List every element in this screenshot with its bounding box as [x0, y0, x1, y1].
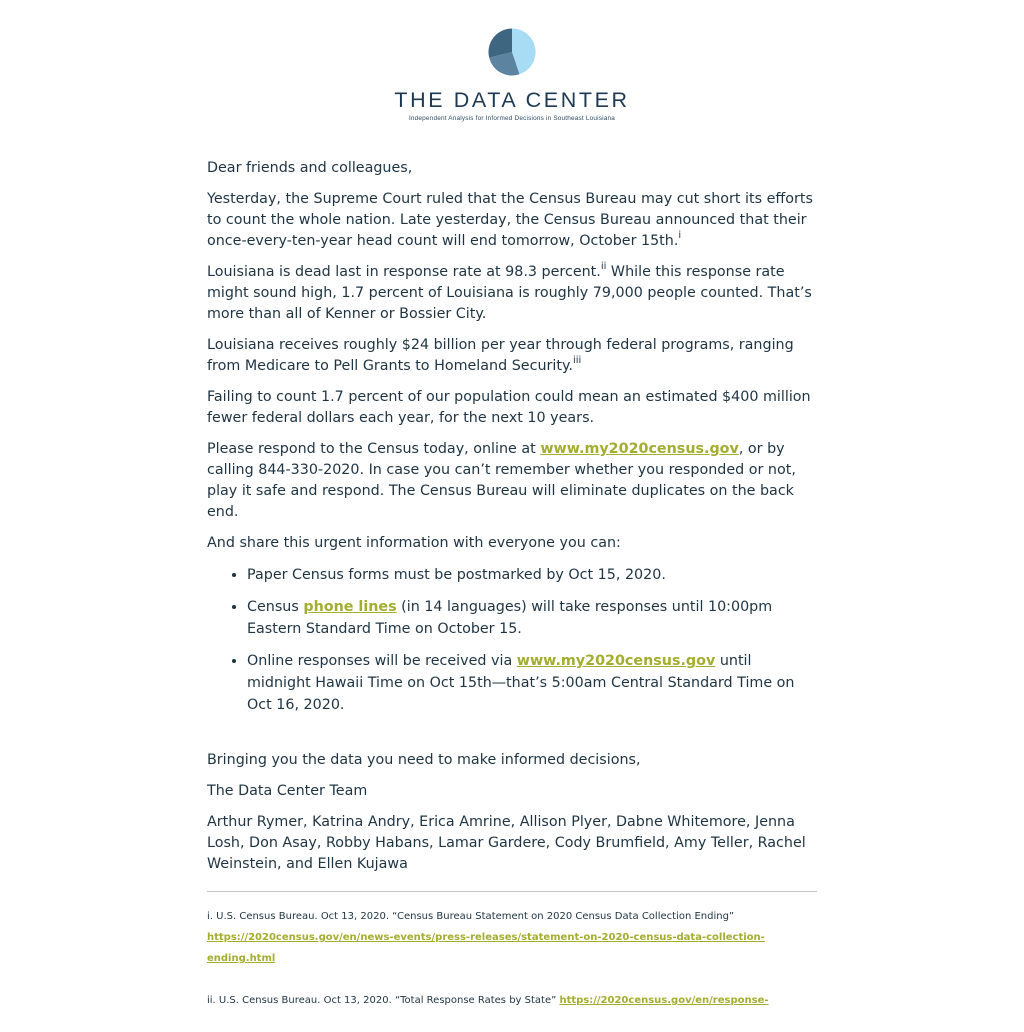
phone-lines-link[interactable]: phone lines [303, 599, 397, 615]
list-item [247, 650, 819, 716]
list-item-text: Census [247, 599, 304, 615]
brand-name: THE DATA CENTER [394, 88, 630, 112]
paragraph-text: , or by calling 844-330-2020. In case you can’t remember whether you responded or not, play it safe and respond. The Census Bureau will eliminate duplicates on the back end. [207, 441, 796, 520]
footnote-ref[interactable]: ii [600, 261, 607, 272]
paragraph-text: While this response rate might sound high, 1.7 percent of Louisiana is roughly 79,000 people counted. That’s more than all of Kenner or Bossier City. [207, 264, 812, 322]
list-item: • Paper Census forms must be postmarked by Oct 15, 2020. [247, 564, 819, 586]
footnote-text: ii. U.S. Census Bureau. Oct 13, 2020. “Total Response Rates by State” [207, 995, 560, 1006]
footnote-1 [207, 906, 819, 969]
brand-tagline: Independent Analysis for Informed Decisions in Southeast Louisiana [408, 115, 616, 122]
paragraph-text: Louisiana receives roughly $24 billion per year through federal programs, ranging from Medicare to Pell Grants to Homeland Security. [207, 337, 794, 374]
footnote-ref[interactable]: iii [572, 355, 582, 366]
header-logo [0, 28, 1024, 123]
greeting: Dear friends and colleagues, [207, 160, 413, 176]
footnote-link[interactable]: https://2020census.gov/en/response- [559, 995, 769, 1006]
footnote-divider [207, 891, 817, 892]
staff-names: Arthur Rymer, Katrina Andry, Erica Amrine, Allison Plyer, Dabne Whitemore, Jenna Losh, Don Asay, Robby Habans, Lamar Gardere, Cody Brumfield, Amy Teller, Rachel Weinstein, and Ellen Kujawa [207, 814, 806, 872]
list-item-text: Online responses will be received via [247, 653, 517, 669]
footnote-text: i. U.S. Census Bureau. Oct 13, 2020. “Census Bureau Statement on 2020 Census Data Collection Ending” [207, 911, 735, 922]
paragraph-text: Yesterday, the Supreme Court ruled that the Census Bureau may cut short its efforts to count the whole nation. Late yesterday, the Census Bureau announced that their once-every-ten-year head count will end tomorrow, October 15th. [207, 191, 813, 249]
census-link[interactable]: www.my2020census.gov [516, 653, 716, 669]
paragraph-federal-funding [207, 335, 819, 377]
footnote-ref[interactable]: i [678, 230, 682, 241]
list-item-text: (in 14 languages) will take responses until 10:00pm Eastern Standard Time on October 15. [247, 599, 773, 637]
closing-line: Bringing you the data you need to make informed decisions, [207, 752, 641, 768]
paragraph-funding-loss: Failing to count 1.7 percent of our population could mean an estimated $400 million fewer federal dollars each year, for the next 10 years. [207, 389, 811, 426]
paragraph-share: And share this urgent information with everyone you can: [207, 535, 621, 551]
paragraph-respond [207, 439, 819, 523]
paragraph-response-rate [207, 262, 819, 325]
pie-chart-logo-icon [488, 28, 536, 76]
signature: The Data Center Team [207, 783, 368, 799]
deadline-list [207, 564, 819, 716]
census-link[interactable]: www.my2020census.gov [540, 441, 739, 457]
paragraph-text: Please respond to the Census today, online at [207, 441, 541, 457]
list-item [247, 596, 819, 640]
paragraph-supreme-court [207, 189, 819, 252]
paragraph-text: Louisiana is dead last in response rate at 98.3 percent. [207, 264, 601, 280]
footnote-link[interactable]: https://2020census.gov/en/news-events/press-releases/statement-on-2020-census-data-collection-ending.html [207, 932, 765, 964]
spacer [207, 726, 819, 750]
list-item-text: until midnight Hawaii Time on Oct 15th—that’s 5:00am Central Standard Time on Oct 16, 2020. [247, 653, 795, 713]
footnote-2 [207, 990, 819, 1011]
letter-body [207, 158, 819, 1032]
